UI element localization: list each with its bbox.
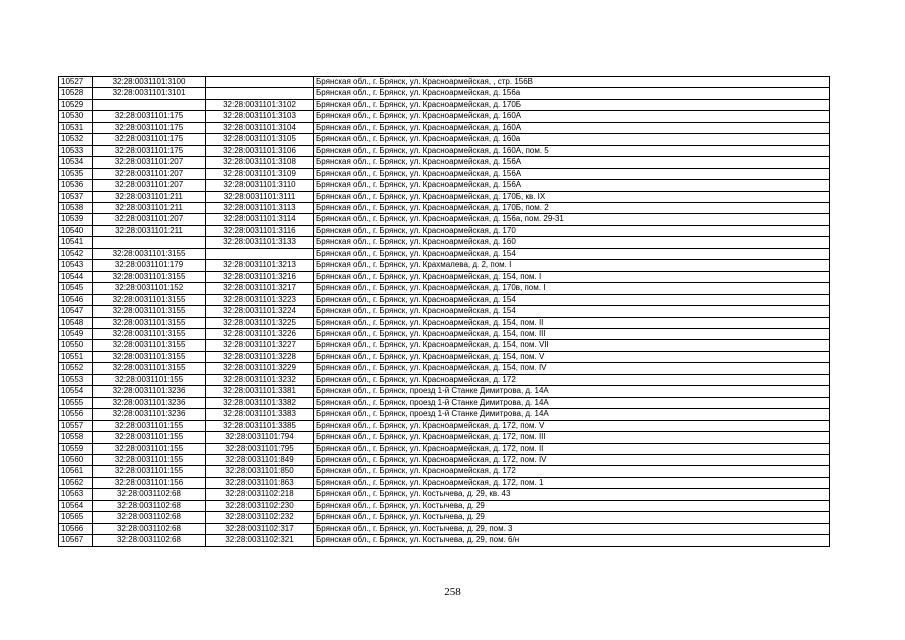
new-cadastral-number-cell: 32:28:0031101:3385 [206, 420, 314, 431]
address-cell: Брянская обл., г. Брянск, ул. Красноармейская, д. 156А [314, 168, 830, 179]
cadastral-table [58, 76, 830, 547]
row-number-cell: 10529 [59, 99, 93, 110]
new-cadastral-number-cell: 32:28:0031101:794 [206, 432, 314, 443]
old-cadastral-number-cell: 32:28:0031101:155 [93, 454, 206, 465]
table-row [59, 523, 830, 534]
address-cell: Брянская обл., г. Брянск, ул. Красноармейская, д. 156А [314, 180, 830, 191]
old-cadastral-number-cell: 32:28:0031101:211 [93, 202, 206, 213]
address-cell: Брянская обл., г. Брянск, проезд 1-й Станке Димитрова, д. 14А [314, 409, 830, 420]
address-cell: Брянская обл., г. Брянск, ул. Красноармейская, д. 160А, пом. 5 [314, 145, 830, 156]
table-row [59, 317, 830, 328]
address-cell: Брянская обл., г. Брянск, ул. Красноармейская, д. 172, пом. V [314, 420, 830, 431]
old-cadastral-number-cell: 32:28:0031102:68 [93, 489, 206, 500]
old-cadastral-number-cell: 32:28:0031101:3155 [93, 340, 206, 351]
row-number-cell: 10542 [59, 248, 93, 259]
table-row [59, 214, 830, 225]
address-cell: Брянская обл., г. Брянск, ул. Красноармейская, д. 160 [314, 237, 830, 248]
row-number-cell: 10545 [59, 283, 93, 294]
table-row [59, 466, 830, 477]
address-cell: Брянская обл., г. Брянск, ул. Красноармейская, д. 170в, пом. I [314, 283, 830, 294]
table-row [59, 191, 830, 202]
new-cadastral-number-cell: 32:28:0031101:3114 [206, 214, 314, 225]
address-cell: Брянская обл., г. Брянск, ул. Крахмалева, д. 2, пом. I [314, 260, 830, 271]
address-cell: Брянская обл., г. Брянск, ул. Костычева, д. 29, кв. 43 [314, 489, 830, 500]
new-cadastral-number-cell: 32:28:0031101:863 [206, 477, 314, 488]
table-row [59, 443, 830, 454]
new-cadastral-number-cell: 32:28:0031101:3105 [206, 134, 314, 145]
table-row [59, 248, 830, 259]
old-cadastral-number-cell: 32:28:0031101:155 [93, 420, 206, 431]
row-number-cell: 10561 [59, 466, 93, 477]
table-row [59, 111, 830, 122]
row-number-cell: 10534 [59, 157, 93, 168]
table-row [59, 535, 830, 546]
address-cell: Брянская обл., г. Брянск, ул. Красноармейская, д. 170Б [314, 99, 830, 110]
old-cadastral-number-cell: 32:28:0031101:207 [93, 180, 206, 191]
table-row [59, 397, 830, 408]
new-cadastral-number-cell: 32:28:0031101:3103 [206, 111, 314, 122]
row-number-cell: 10562 [59, 477, 93, 488]
new-cadastral-number-cell: 32:28:0031101:850 [206, 466, 314, 477]
address-cell: Брянская обл., г. Брянск, ул. Красноармейская, д. 172, пом. III [314, 432, 830, 443]
new-cadastral-number-cell: 32:28:0031101:3106 [206, 145, 314, 156]
table-row [59, 489, 830, 500]
table-row [59, 500, 830, 511]
new-cadastral-number-cell: 32:28:0031101:3383 [206, 409, 314, 420]
old-cadastral-number-cell: 32:28:0031101:211 [93, 191, 206, 202]
old-cadastral-number-cell: 32:28:0031101:3155 [93, 351, 206, 362]
new-cadastral-number-cell: 32:28:0031101:3217 [206, 283, 314, 294]
table-row [59, 328, 830, 339]
new-cadastral-number-cell: 32:28:0031101:3104 [206, 122, 314, 133]
address-cell: Брянская обл., г. Брянск, ул. Красноармейская, д. 172, пом. IV [314, 454, 830, 465]
row-number-cell: 10528 [59, 88, 93, 99]
table-row [59, 409, 830, 420]
address-cell: Брянская обл., г. Брянск, ул. Красноармейская, д. 170Б, кв. IX [314, 191, 830, 202]
row-number-cell: 10563 [59, 489, 93, 500]
old-cadastral-number-cell: 32:28:0031101:3101 [93, 88, 206, 99]
new-cadastral-number-cell: 32:28:0031101:3116 [206, 225, 314, 236]
row-number-cell: 10546 [59, 294, 93, 305]
new-cadastral-number-cell: 32:28:0031101:3227 [206, 340, 314, 351]
old-cadastral-number-cell: 32:28:0031101:3155 [93, 363, 206, 374]
row-number-cell: 10533 [59, 145, 93, 156]
old-cadastral-number-cell: 32:28:0031101:3155 [93, 294, 206, 305]
row-number-cell: 10527 [59, 77, 93, 88]
new-cadastral-number-cell: 32:28:0031101:3381 [206, 386, 314, 397]
old-cadastral-number-cell: 32:28:0031101:3155 [93, 317, 206, 328]
new-cadastral-number-cell [206, 77, 314, 88]
row-number-cell: 10565 [59, 512, 93, 523]
old-cadastral-number-cell: 32:28:0031101:155 [93, 443, 206, 454]
old-cadastral-number-cell: 32:28:0031101:3155 [93, 248, 206, 259]
address-cell: Брянская обл., г. Брянск, ул. Красноармейская, д. 156а, пом. 29-31 [314, 214, 830, 225]
row-number-cell: 10538 [59, 202, 93, 213]
new-cadastral-number-cell: 32:28:0031101:3232 [206, 374, 314, 385]
old-cadastral-number-cell: 32:28:0031101:3236 [93, 397, 206, 408]
table-row [59, 306, 830, 317]
address-cell: Брянская обл., г. Брянск, ул. Красноармейская, д. 154, пом. III [314, 328, 830, 339]
row-number-cell: 10557 [59, 420, 93, 431]
table-body [59, 77, 830, 547]
old-cadastral-number-cell: 32:28:0031101:175 [93, 111, 206, 122]
row-number-cell: 10566 [59, 523, 93, 534]
table-row [59, 283, 830, 294]
address-cell: Брянская обл., г. Брянск, ул. Красноармейская, д. 172, пом. II [314, 443, 830, 454]
row-number-cell: 10530 [59, 111, 93, 122]
table-row [59, 180, 830, 191]
old-cadastral-number-cell: 32:28:0031101:155 [93, 466, 206, 477]
row-number-cell: 10550 [59, 340, 93, 351]
new-cadastral-number-cell: 32:28:0031101:3110 [206, 180, 314, 191]
table-row [59, 157, 830, 168]
table-row [59, 225, 830, 236]
old-cadastral-number-cell: 32:28:0031102:68 [93, 500, 206, 511]
row-number-cell: 10544 [59, 271, 93, 282]
old-cadastral-number-cell: 32:28:0031101:3155 [93, 328, 206, 339]
table-row [59, 271, 830, 282]
old-cadastral-number-cell [93, 237, 206, 248]
address-cell: Брянская обл., г. Брянск, ул. Красноармейская, д. 156А [314, 157, 830, 168]
row-number-cell: 10537 [59, 191, 93, 202]
address-cell: Брянская обл., г. Брянск, ул. Красноармейская, д. 172 [314, 374, 830, 385]
row-number-cell: 10556 [59, 409, 93, 420]
table-row [59, 477, 830, 488]
table-row [59, 454, 830, 465]
table-row [59, 237, 830, 248]
address-cell: Брянская обл., г. Брянск, ул. Красноармейская, д. 154, пом. V [314, 351, 830, 362]
table-row [59, 363, 830, 374]
table-row [59, 77, 830, 88]
new-cadastral-number-cell: 32:28:0031101:849 [206, 454, 314, 465]
address-cell: Брянская обл., г. Брянск, ул. Красноармейская, д. 156а [314, 88, 830, 99]
old-cadastral-number-cell: 32:28:0031101:155 [93, 432, 206, 443]
old-cadastral-number-cell: 32:28:0031101:175 [93, 145, 206, 156]
old-cadastral-number-cell: 32:28:0031101:3155 [93, 306, 206, 317]
row-number-cell: 10554 [59, 386, 93, 397]
row-number-cell: 10564 [59, 500, 93, 511]
row-number-cell: 10548 [59, 317, 93, 328]
address-cell: Брянская обл., г. Брянск, ул. Костычева, д. 29, пом. 6/н [314, 535, 830, 546]
new-cadastral-number-cell: 32:28:0031101:3213 [206, 260, 314, 271]
row-number-cell: 10553 [59, 374, 93, 385]
new-cadastral-number-cell: 32:28:0031101:3228 [206, 351, 314, 362]
new-cadastral-number-cell: 32:28:0031101:3223 [206, 294, 314, 305]
address-cell: Брянская обл., г. Брянск, ул. Красноармейская, д. 154, пом. VII [314, 340, 830, 351]
address-cell: Брянская обл., г. Брянск, ул. Красноармейская, , стр. 156В [314, 77, 830, 88]
new-cadastral-number-cell: 32:28:0031101:3382 [206, 397, 314, 408]
address-cell: Брянская обл., г. Брянск, ул. Красноармейская, д. 154 [314, 306, 830, 317]
address-cell: Брянская обл., г. Брянск, ул. Костычева, д. 29 [314, 500, 830, 511]
address-cell: Брянская обл., г. Брянск, ул. Красноармейская, д. 154, пом. IV [314, 363, 830, 374]
old-cadastral-number-cell: 32:28:0031101:207 [93, 157, 206, 168]
table-row [59, 340, 830, 351]
row-number-cell: 10560 [59, 454, 93, 465]
old-cadastral-number-cell: 32:28:0031101:156 [93, 477, 206, 488]
table-row [59, 294, 830, 305]
new-cadastral-number-cell [206, 88, 314, 99]
table-row [59, 134, 830, 145]
page-number: 258 [444, 586, 461, 598]
new-cadastral-number-cell: 32:28:0031102:232 [206, 512, 314, 523]
table-row [59, 420, 830, 431]
old-cadastral-number-cell: 32:28:0031101:211 [93, 225, 206, 236]
new-cadastral-number-cell: 32:28:0031101:3109 [206, 168, 314, 179]
row-number-cell: 10567 [59, 535, 93, 546]
row-number-cell: 10532 [59, 134, 93, 145]
new-cadastral-number-cell: 32:28:0031102:321 [206, 535, 314, 546]
address-cell: Брянская обл., г. Брянск, проезд 1-й Станке Димитрова, д. 14А [314, 397, 830, 408]
address-cell: Брянская обл., г. Брянск, ул. Красноармейская, д. 172, пом. 1 [314, 477, 830, 488]
old-cadastral-number-cell: 32:28:0031101:207 [93, 214, 206, 225]
address-cell: Брянская обл., г. Брянск, ул. Красноармейская, д. 154, пом. I [314, 271, 830, 282]
old-cadastral-number-cell: 32:28:0031101:3155 [93, 271, 206, 282]
old-cadastral-number-cell: 32:28:0031101:152 [93, 283, 206, 294]
table-row [59, 351, 830, 362]
table-row [59, 88, 830, 99]
new-cadastral-number-cell: 32:28:0031101:3133 [206, 237, 314, 248]
address-cell: Брянская обл., г. Брянск, ул. Красноармейская, д. 170 [314, 225, 830, 236]
table-row [59, 374, 830, 385]
old-cadastral-number-cell: 32:28:0031102:68 [93, 523, 206, 534]
new-cadastral-number-cell: 32:28:0031102:230 [206, 500, 314, 511]
table-row [59, 432, 830, 443]
row-number-cell: 10552 [59, 363, 93, 374]
address-cell: Брянская обл., г. Брянск, ул. Красноармейская, д. 154 [314, 294, 830, 305]
old-cadastral-number-cell: 32:28:0031101:179 [93, 260, 206, 271]
new-cadastral-number-cell: 32:28:0031101:3102 [206, 99, 314, 110]
address-cell: Брянская обл., г. Брянск, ул. Красноармейская, д. 170Б, пом. 2 [314, 202, 830, 213]
old-cadastral-number-cell: 32:28:0031101:175 [93, 122, 206, 133]
row-number-cell: 10540 [59, 225, 93, 236]
old-cadastral-number-cell: 32:28:0031101:207 [93, 168, 206, 179]
address-cell: Брянская обл., г. Брянск, ул. Красноармейская, д. 172 [314, 466, 830, 477]
table-row [59, 512, 830, 523]
table-row [59, 386, 830, 397]
new-cadastral-number-cell: 32:28:0031102:218 [206, 489, 314, 500]
old-cadastral-number-cell: 32:28:0031101:155 [93, 374, 206, 385]
old-cadastral-number-cell: 32:28:0031101:175 [93, 134, 206, 145]
new-cadastral-number-cell: 32:28:0031101:3113 [206, 202, 314, 213]
row-number-cell: 10551 [59, 351, 93, 362]
table-row [59, 202, 830, 213]
new-cadastral-number-cell: 32:28:0031102:317 [206, 523, 314, 534]
row-number-cell: 10559 [59, 443, 93, 454]
old-cadastral-number-cell: 32:28:0031101:3236 [93, 409, 206, 420]
new-cadastral-number-cell: 32:28:0031101:3216 [206, 271, 314, 282]
address-cell: Брянская обл., г. Брянск, ул. Красноармейская, д. 160А [314, 122, 830, 133]
new-cadastral-number-cell: 32:28:0031101:3111 [206, 191, 314, 202]
address-cell: Брянская обл., г. Брянск, ул. Красноармейская, д. 154 [314, 248, 830, 259]
old-cadastral-number-cell [93, 99, 206, 110]
address-cell: Брянская обл., г. Брянск, ул. Красноармейская, д. 154, пом. II [314, 317, 830, 328]
new-cadastral-number-cell: 32:28:0031101:795 [206, 443, 314, 454]
table-row [59, 122, 830, 133]
row-number-cell: 10547 [59, 306, 93, 317]
row-number-cell: 10558 [59, 432, 93, 443]
row-number-cell: 10535 [59, 168, 93, 179]
row-number-cell: 10531 [59, 122, 93, 133]
new-cadastral-number-cell [206, 248, 314, 259]
address-cell: Брянская обл., г. Брянск, ул. Костычева, д. 29, пом. 3 [314, 523, 830, 534]
old-cadastral-number-cell: 32:28:0031102:68 [93, 512, 206, 523]
new-cadastral-number-cell: 32:28:0031101:3229 [206, 363, 314, 374]
row-number-cell: 10549 [59, 328, 93, 339]
row-number-cell: 10543 [59, 260, 93, 271]
row-number-cell: 10539 [59, 214, 93, 225]
new-cadastral-number-cell: 32:28:0031101:3225 [206, 317, 314, 328]
new-cadastral-number-cell: 32:28:0031101:3108 [206, 157, 314, 168]
row-number-cell: 10555 [59, 397, 93, 408]
address-cell: Брянская обл., г. Брянск, ул. Красноармейская, д. 160А [314, 111, 830, 122]
old-cadastral-number-cell: 32:28:0031101:3236 [93, 386, 206, 397]
address-cell: Брянская обл., г. Брянск, проезд 1-й Станке Димитрова, д. 14А [314, 386, 830, 397]
row-number-cell: 10541 [59, 237, 93, 248]
new-cadastral-number-cell: 32:28:0031101:3226 [206, 328, 314, 339]
row-number-cell: 10536 [59, 180, 93, 191]
table-row [59, 145, 830, 156]
old-cadastral-number-cell: 32:28:0031101:3100 [93, 77, 206, 88]
new-cadastral-number-cell: 32:28:0031101:3224 [206, 306, 314, 317]
old-cadastral-number-cell: 32:28:0031102:68 [93, 535, 206, 546]
address-cell: Брянская обл., г. Брянск, ул. Красноармейская, д. 160а [314, 134, 830, 145]
table-row [59, 168, 830, 179]
table-row [59, 260, 830, 271]
table-row [59, 99, 830, 110]
address-cell: Брянская обл., г. Брянск, ул. Костычева, д. 29 [314, 512, 830, 523]
